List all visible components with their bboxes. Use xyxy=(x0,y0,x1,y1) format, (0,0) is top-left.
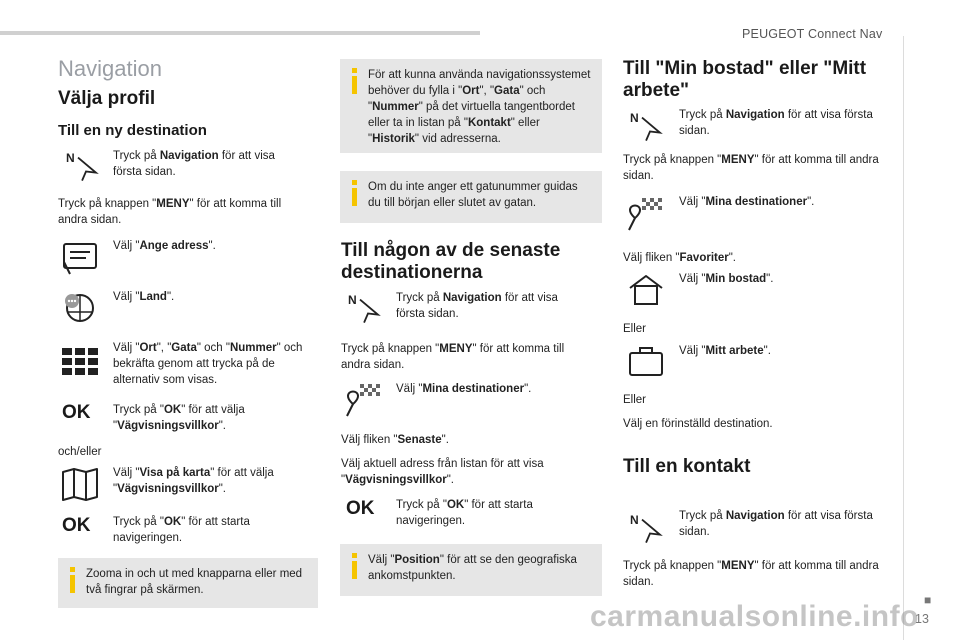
and-or-text: och/eller xyxy=(58,446,102,458)
page-title: Välja profil xyxy=(58,88,156,109)
step-text: Välj en förinställd destination. xyxy=(623,418,773,430)
svg-text:N: N xyxy=(348,293,357,307)
navigation-icon xyxy=(626,108,666,144)
step-text: Tryck på knappen "MENY" för att komma till andra sidan. xyxy=(341,343,565,371)
info-icon xyxy=(349,180,360,206)
svg-text:N: N xyxy=(630,513,639,527)
country-icon xyxy=(60,290,100,326)
subsection-title: Till en ny destination xyxy=(58,122,207,139)
svg-text:N: N xyxy=(66,151,75,165)
step-text: Välj fliken "Senaste". xyxy=(341,434,449,446)
step-text: Tryck på "OK" för att starta navigeringen. xyxy=(113,516,250,544)
ok-icon: OK xyxy=(346,498,375,519)
side-mark: ■ xyxy=(924,593,932,607)
header-brand: PEUGEOT Connect Nav xyxy=(742,27,883,41)
step-text: Välj "Mitt arbete". xyxy=(679,345,771,357)
address-entry-icon xyxy=(60,240,100,276)
info-note: Välj "Position" för att se den geografiska ankomstpunkten. xyxy=(340,544,602,596)
svg-text:N: N xyxy=(630,111,639,125)
info-icon xyxy=(67,567,78,593)
ok-icon: OK xyxy=(62,515,91,536)
step-text: Tryck på "OK" för att starta navigeringen. xyxy=(396,499,533,527)
map-icon xyxy=(60,466,100,502)
step-text: Välj fliken "Favoriter". xyxy=(623,252,736,264)
navigation-icon xyxy=(344,290,384,326)
step-text: Tryck på Navigation för att visa första sidan. xyxy=(679,510,873,538)
step-text: Välj "Ort", "Gata" och "Nummer" och bekräfta genom att trycka på de alternativ som visas. xyxy=(113,342,303,386)
header-rule xyxy=(0,31,480,35)
step-text: Välj aktuell adress från listan för att visa "Vägvisningsvillkor". xyxy=(341,458,544,486)
briefcase-icon xyxy=(626,343,666,379)
section-heading: Till "Min bostad" eller "Mitt arbete" xyxy=(623,58,867,101)
ok-icon: OK xyxy=(62,402,91,423)
step-text: Tryck på knappen "MENY" för att komma till andra sidan. xyxy=(623,560,879,588)
info-note: Om du inte anger ett gatunummer guidas du till början eller slutet av gatan. xyxy=(340,171,602,223)
step-text: Välj "Mina destinationer". xyxy=(396,383,532,395)
navigation-icon xyxy=(626,510,666,546)
side-rule xyxy=(903,36,904,640)
info-icon xyxy=(349,553,360,579)
step-text: Tryck på knappen "MENY" för att komma till andra sidan. xyxy=(623,154,879,182)
step-text: Välj "Ange adress". xyxy=(113,240,216,252)
step-text: Tryck på knappen "MENY" för att komma till andra sidan. xyxy=(58,198,282,226)
page-number: 13 xyxy=(915,612,929,626)
home-icon xyxy=(626,272,666,308)
section-heading: Till en kontakt xyxy=(623,456,751,477)
navigation-icon xyxy=(62,148,102,184)
destinations-icon xyxy=(624,196,664,232)
step-text: Tryck på "OK" för att välja "Vägvisningsvillkor". xyxy=(113,404,245,432)
step-text: Välj "Land". xyxy=(113,291,175,303)
info-icon xyxy=(349,68,360,94)
destinations-icon xyxy=(342,382,382,418)
info-note: För att kunna använda navigationssystemet behöver du fylla i "Ort", "Gata" och "Nummer" på det virtuella tangentbordet eller ta in listan på "Kontakt" eller "Historik" vid adresserna. xyxy=(340,59,602,153)
step-text: Tryck på Navigation för att visa första sidan. xyxy=(396,292,558,320)
or-text: Eller xyxy=(623,394,647,406)
watermark: carmanualsonline.info xyxy=(590,600,919,633)
info-note: Zooma in och ut med knapparna eller med två fingrar på skärmen. xyxy=(58,558,318,608)
step-text: Välj "Visa på karta" för att välja "Vägvisningsvillkor". xyxy=(113,467,274,495)
step-text: Välj "Mina destinationer". xyxy=(679,196,815,208)
step-text: Välj "Min bostad". xyxy=(679,273,774,285)
step-text: Tryck på Navigation för att visa första sidan. xyxy=(679,109,873,137)
section-heading: Till någon av de senaste destinationerna xyxy=(341,240,561,283)
section-title: Navigation xyxy=(58,56,162,81)
step-text: Tryck på Navigation för att visa första sidan. xyxy=(113,150,275,178)
or-text: Eller xyxy=(623,323,647,335)
keypad-icon xyxy=(60,344,100,380)
